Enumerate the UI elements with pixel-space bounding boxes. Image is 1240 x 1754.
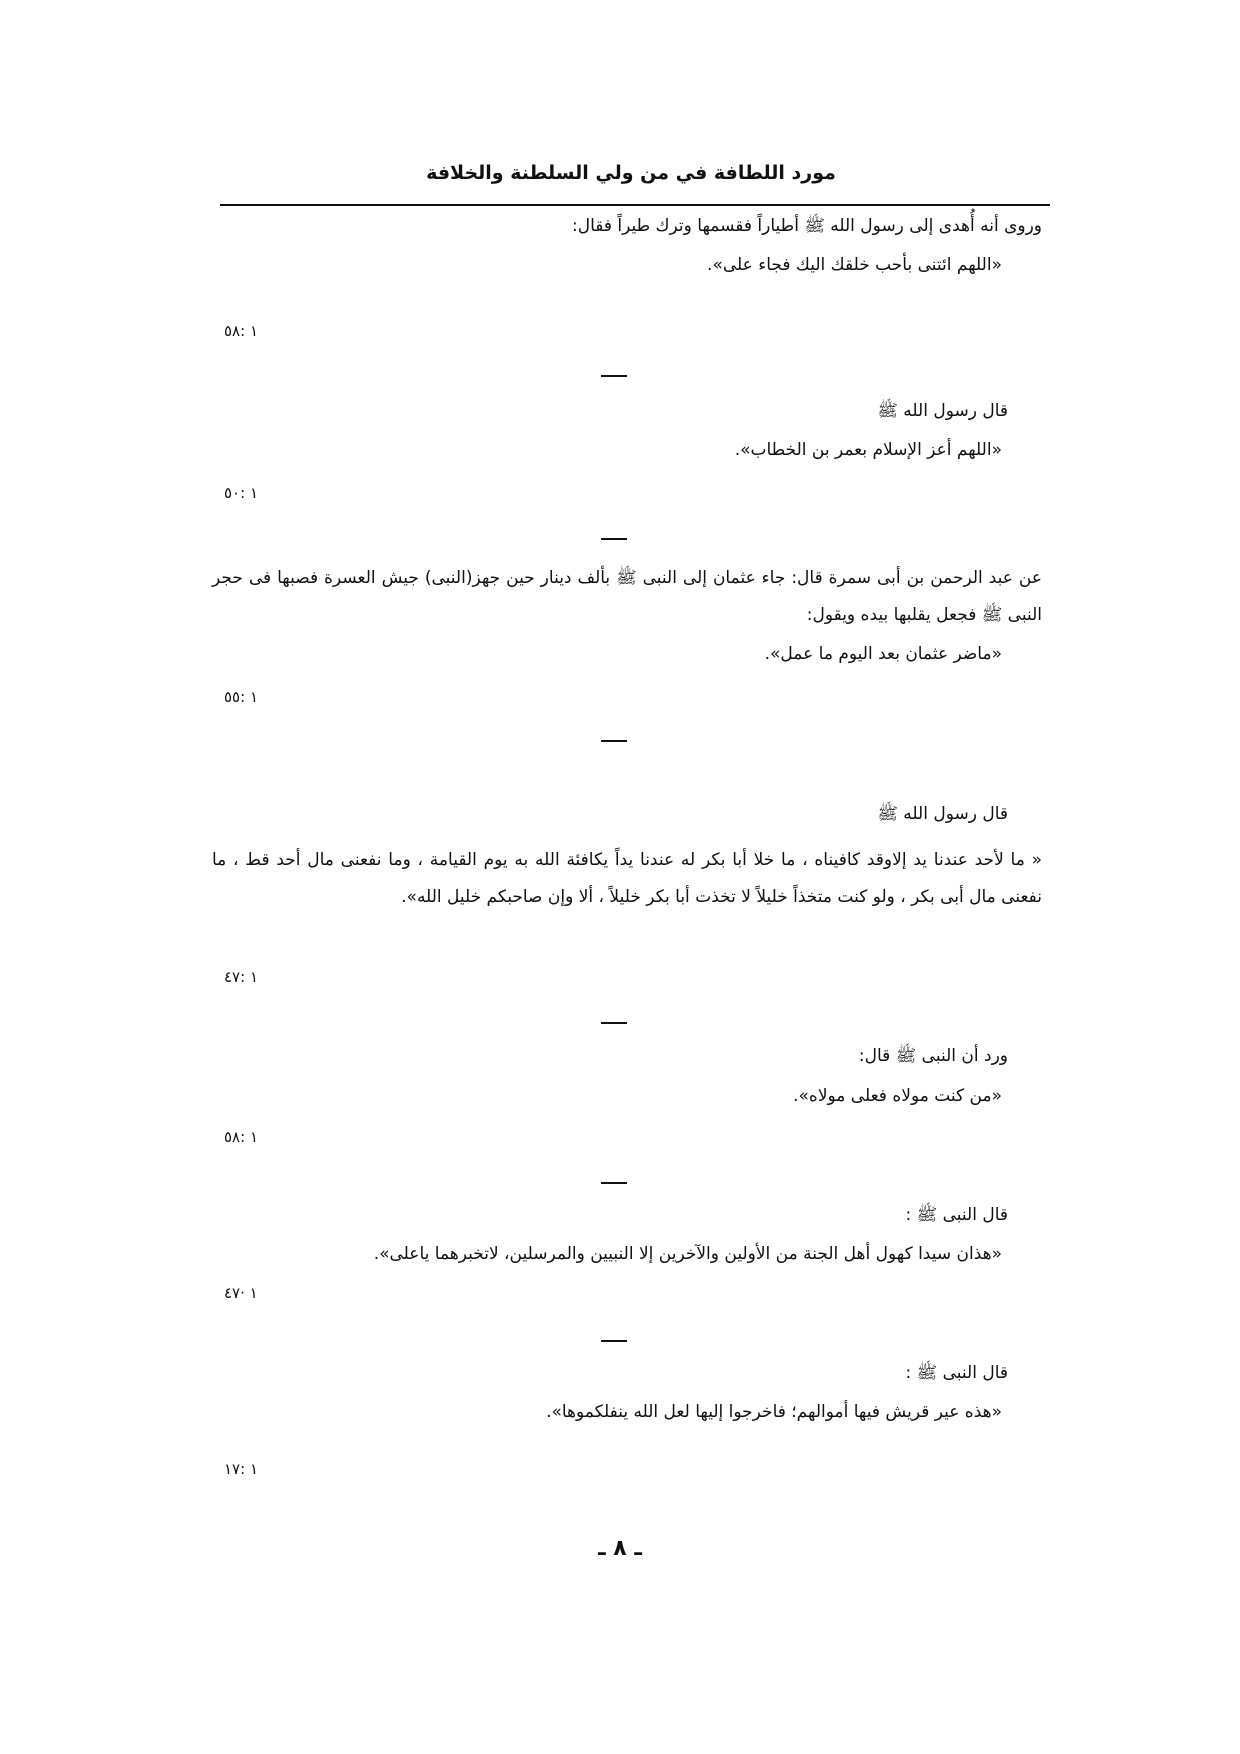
entry-7-reference: ١ :١٧ [224,1460,259,1478]
entry-4-line-1: قال رسول الله ﷺ [877,804,1008,824]
entry-3-reference: ١ :٥٥ [224,688,259,706]
entry-3-paragraph: عن عبد الرحمن بن أبى سمرة قال: جاء عثمان إلى النبى ﷺ بألف دينار حين جهز(النبى) جيش العسرة فصبها فى حجر النبى ﷺ فجعل يقلبها بيده ويقول: [212,568,1042,625]
entry-2-line-1: قال رسول الله ﷺ [877,401,1008,421]
entry-7-quote: «هذه عير قريش فيها أموالهم؛ فاخرجوا إليها لعل الله ينفلكموها». [546,1402,1002,1422]
entry-6-reference: ١ ·٤٧ [224,1284,258,1302]
entry-6-quote: «هذان سيدا كهول أهل الجنة من الأولين والآخرين إلا النبيين والمرسلين، لاتخبرهما ياعلى». [373,1244,1002,1264]
entry-3-quote: «ماضر عثمان بعد اليوم ما عمل». [764,644,1002,664]
entry-2-reference: ١ :٥٠ [224,484,259,502]
entry-4-reference: ١ :٤٧ [224,968,259,986]
page-number: ـ ٨ ـ [598,1536,642,1561]
entry-6-line-1: قال النبى ﷺ : [905,1205,1008,1225]
entry-5-line-1: ورد أن النبى ﷺ قال: [858,1046,1008,1066]
entry-5-quote: «من كنت مولاه فعلى مولاه». [793,1086,1002,1106]
running-header-title: مورد اللطافة في من ولي السلطنة والخلافة [426,162,836,184]
entry-4-paragraph: « ما لأحد عندنا يد إلاوقد كافيناه ، ما خلا أبا بكر له عندنا يداً يكافئة الله به يوم القيامة ، وما نفعنى مال أحد قط ، ما نفعنى مال أبى بكر ، ولو كنت متخذاً خليلاً لا تخذت أبا بكر خليلاً ، ألا وإن صاحبكم خليل الله». [212,850,1042,907]
separator-6 [601,1340,627,1342]
entry-1-quote: «اللهم ائتنى بأحب خلقك اليك فجاء على». [707,255,1002,275]
separator-1 [601,375,627,377]
header-rule [220,204,1050,206]
separator-3 [601,740,627,742]
separator-4 [601,1022,627,1024]
entry-7-line-1: قال النبى ﷺ : [905,1363,1008,1383]
entry-2-quote: «اللهم أعز الإسلام بعمر بن الخطاب». [734,440,1002,460]
separator-2 [601,538,627,540]
entry-1-line-1: وروى أنه أُهدى إلى رسول الله ﷺ أطياراً فقسمها وترك طيراً فقال: [571,216,1042,236]
entry-5-reference: ١ :٥٨ [224,1128,259,1146]
entry-1-reference: ١ :٥٨ [224,322,259,340]
separator-5 [601,1182,627,1184]
